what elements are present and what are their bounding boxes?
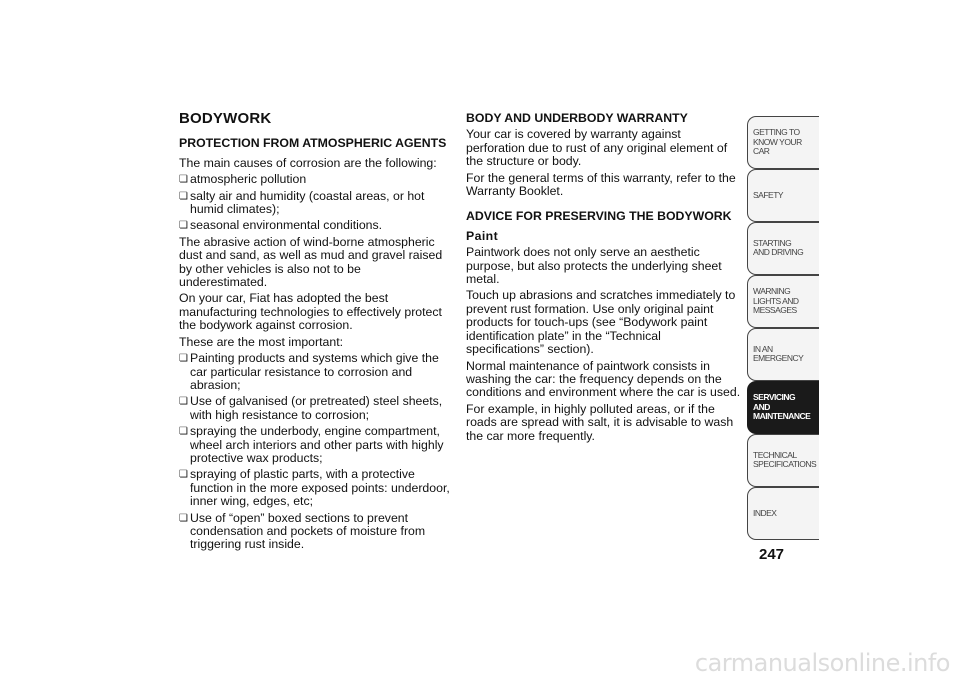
bullet-measure: ❏ Painting products and systems which give the car particular resistance to corrosion and abrasion; (179, 352, 451, 392)
paragraph-warranty-1: Your car is covered by warranty against perforation due to rust of any original element of the structure or body. (466, 127, 728, 169)
paragraph-paint-2: Touch up abrasions and scratches immediately to prevent rust formation. Use only original paint products for touch-ups (see “Bodywork paint identification plate” in the “Technical specifications” section). (466, 288, 736, 357)
bullet-measure: ❏ spraying the underbody, engine compartment, wheel arch interiors and other parts with highly protective wax products; (179, 425, 451, 465)
subheading-paint: Paint (466, 228, 499, 243)
tab-emergency[interactable]: IN AN EMERGENCY (747, 328, 819, 381)
left-column (179, 112, 451, 555)
tab-index[interactable]: INDEX (747, 487, 819, 540)
chapter-tabs (747, 116, 819, 540)
paragraph-fiat: On your car, Fiat has adopted the best manufacturing technologies to effectively protect the bodywork against corrosion. (179, 291, 442, 333)
paragraph-paint-4: For example, in highly polluted areas, or if the roads are spread with salt, it is advisable to wash the car more frequently. (466, 401, 734, 443)
intro-text: The main causes of corrosion are the following: (179, 155, 437, 170)
page-title: BODYWORK (179, 110, 272, 127)
tab-getting-to-know[interactable]: GETTING TO KNOW YOUR CAR (747, 116, 819, 169)
tab-safety[interactable]: SAFETY (747, 169, 819, 222)
section-heading-protection: PROTECTION FROM ATMOSPHERIC AGENTS (179, 136, 447, 151)
bullet-measure: ❏ spraying of plastic parts, with a protective function in the more exposed points: underdoor, inner wing, edges, etc; (179, 468, 451, 508)
right-column (466, 112, 742, 446)
paragraph-paint-3: Normal maintenance of paintwork consists in washing the car: the frequency depends on the conditions and environment where the car is used. (466, 358, 741, 400)
page-number: 247 (759, 546, 785, 563)
tab-servicing-maintenance[interactable]: SERVICING AND MAINTENANCE (747, 381, 819, 434)
paragraph-warranty-2: For the general terms of this warranty, refer to the Warranty Booklet. (466, 170, 736, 199)
bullet-measure: ❏ Use of “open” boxed sections to prevent condensation and pockets of moisture from triggering rust inside. (179, 512, 451, 552)
watermark: carmanualsonline.info (694, 649, 950, 677)
paragraph-important: These are the most important: (179, 334, 344, 349)
paragraph-paint-1: Paintwork does not only serve an aesthetic purpose, but also protects the underlying sheet metal. (466, 245, 722, 287)
tab-technical-specs[interactable]: TECHNICAL SPECIFICATIONS (747, 434, 819, 487)
bullet-measure: ❏ Use of galvanised (or pretreated) steel sheets, with high resistance to corrosion; (179, 395, 451, 422)
paragraph-abrasive: The abrasive action of wind-borne atmospheric dust and sand, as well as mud and gravel raised by other vehicles is also not to be underestimated. (179, 234, 443, 290)
bullet-cause: ❏ salty air and humidity (coastal areas, or hot humid climates); (179, 190, 451, 217)
tab-starting-driving[interactable]: STARTING AND DRIVING (747, 222, 819, 275)
tab-warning-lights[interactable]: WARNING LIGHTS AND MESSAGES (747, 275, 819, 328)
section-heading-advice: ADVICE FOR PRESERVING THE BODYWORK (466, 209, 732, 224)
bullet-cause: ❏ seasonal environmental conditions. (179, 219, 451, 232)
bullet-cause: ❏ atmospheric pollution (179, 173, 451, 186)
section-heading-warranty: BODY AND UNDERBODY WARRANTY (466, 111, 688, 125)
